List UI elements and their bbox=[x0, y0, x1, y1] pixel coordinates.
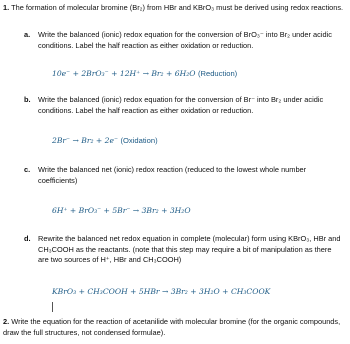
part-d bbox=[24, 234, 342, 266]
text-cursor bbox=[52, 302, 53, 312]
answer-c-equation[interactable] bbox=[52, 205, 191, 216]
part-letter: b. bbox=[24, 95, 31, 104]
answer-d-equation[interactable] bbox=[52, 286, 270, 297]
answer-b-equation[interactable] bbox=[52, 135, 158, 146]
part-text: Rewrite the balanced net redox equation in complete (molecular) form using KBrO₃, HBr and CH₃COOH as the reactants. (note that this step may require a bit of manipulation as there are two sources of H⁺, HBr and CH₃COOH) bbox=[38, 234, 341, 265]
equation: 10e⁻ + 2BrO₃⁻ + 12H⁺ → Br₂ + 6H₂O bbox=[52, 69, 196, 78]
question-2 bbox=[3, 317, 344, 338]
question-number: 2. bbox=[3, 317, 10, 326]
equation: KBrO₃ + CH₃COOH + 5HBr → 3Br₂ + 3H₂O + CH₃COOK bbox=[52, 287, 271, 296]
question-1 bbox=[3, 3, 344, 14]
half-reaction-label: (Reduction) bbox=[197, 69, 238, 78]
equation: 2Br⁻ → Br₂ + 2e⁻ bbox=[52, 136, 119, 145]
equation: 6H⁺ + BrO₃⁻ + 5Br⁻ → 3Br₂ + 3H₂O bbox=[52, 206, 191, 215]
part-text: Write the balanced net (ionic) redox reaction (reduced to the lowest whole number coefficients) bbox=[38, 165, 307, 185]
part-letter: d. bbox=[24, 234, 31, 243]
question-text: The formation of molecular bromine (Br₂) from HBr and KBrO₃ must be derived using redox reactions. bbox=[11, 3, 344, 12]
part-text: Write the balanced (ionic) redox equation for the conversion of BrO₃⁻ into Br₂ under acidic conditions. Label the half reaction as either oxidation or reduction. bbox=[38, 30, 332, 50]
question-number: 1. bbox=[3, 3, 10, 12]
part-c bbox=[24, 165, 342, 186]
part-b bbox=[24, 95, 342, 116]
answer-a-equation[interactable] bbox=[52, 68, 237, 79]
part-text: Write the balanced (ionic) redox equation for the conversion of Br⁻ into Br₂ under acidic conditions. Label the half reaction as either oxidation or reduction. bbox=[38, 95, 324, 115]
half-reaction-label: (Oxidation) bbox=[120, 136, 158, 145]
part-a bbox=[24, 30, 342, 51]
part-letter: c. bbox=[24, 165, 31, 174]
question-text: Write the equation for the reaction of acetanilide with molecular bromine (for the organic compounds, draw the full structures, not condensed formulae). bbox=[3, 317, 341, 337]
part-letter: a. bbox=[24, 30, 31, 39]
